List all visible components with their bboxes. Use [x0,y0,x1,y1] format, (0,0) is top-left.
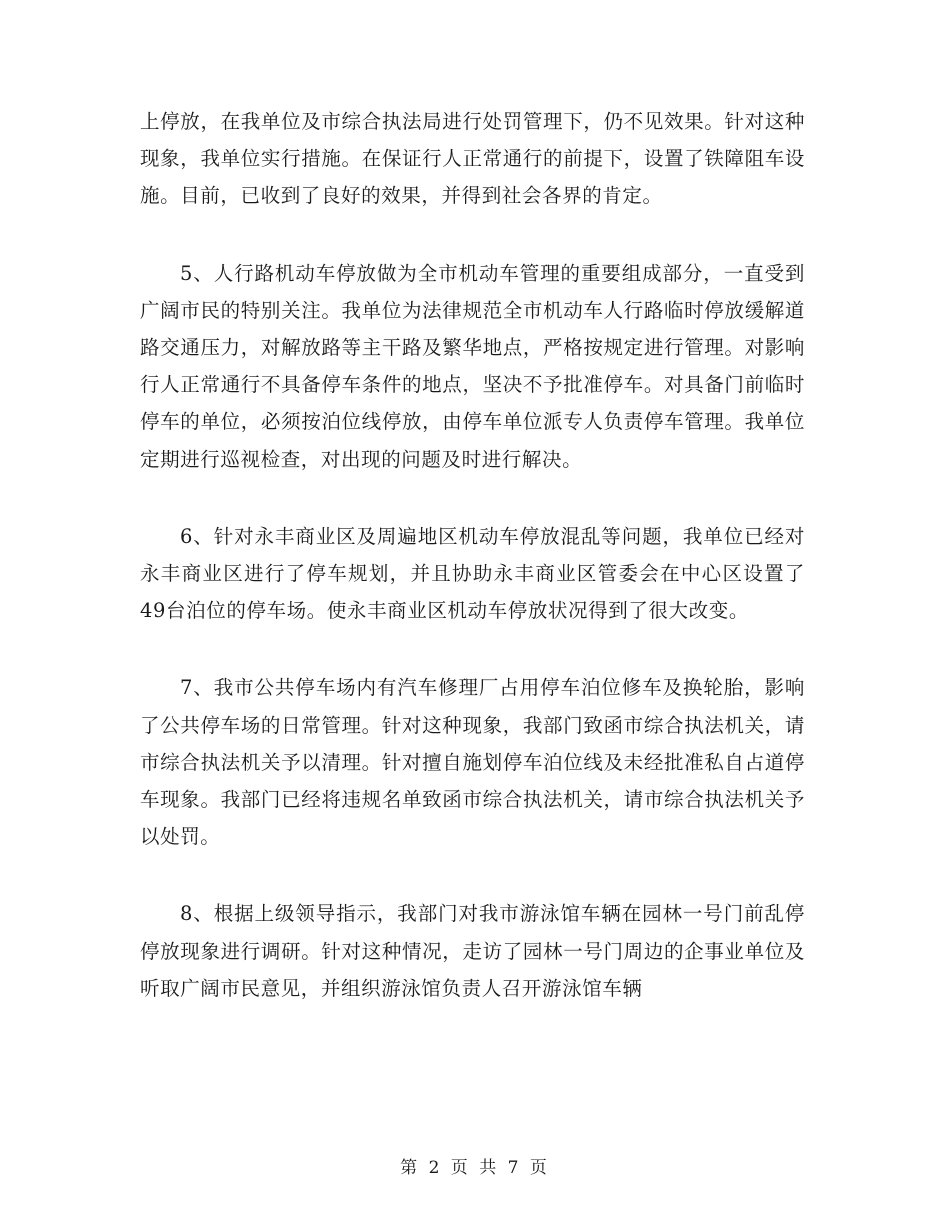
document-body [140,103,805,1007]
paragraph-item-6: 6、针对永丰商业区及周遍地区机动车停放混乱等问题，我单位已经对永丰商业区进行了停车规划，并且协助永丰商业区管委会在中心区设置了49台泊位的停车场。使永丰商业区机动车停放状况得到了很大改变。 [140,524,805,623]
paragraph-gap [140,478,805,518]
paragraph-gap [140,629,805,669]
paragraph-item-7: 7、我市公共停车场内有汽车修理厂占用停车泊位修车及换轮胎，影响了公共停车场的日常管理。针对这种现象，我部门致函市综合执法机关，请市综合执法机关予以清理。针对擅自施划停车泊位线及未经批准私自占道停车现象。我部门已经将违规名单致函市综合执法机关，请市综合执法机关予以处罚。 [140,676,805,849]
paragraph-continuation: 上停放，在我单位及市综合执法局进行处罚管理下，仍不见效果。针对这种现象，我单位实行措施。在保证行人正常通行的前提下，设置了铁障阻车设施。目前，已收到了良好的效果，并得到社会各界的肯定。 [140,110,805,208]
page-number-footer: 第 2 页 共 7 页 [400,1158,550,1178]
paragraph-item-8: 8、根据上级领导指示，我部门对我市游泳馆车辆在园林一号门前乱停停放现象进行调研。针对这种情况，走访了园林一号门周边的企事业单位及听取广阔市民意见，并组织游泳馆负责人召开游泳馆车辆 [140,902,805,1000]
paragraph-item-5: 5、人行路机动车停放做为全市机动车管理的重要组成部分，一直受到广阔市民的特别关注。我单位为法律规范全市机动车人行路临时停放缓解道路交通压力，对解放路等主干路及繁华地点，严格按规定进行管理。对影响行人正常通行不具备停车条件的地点，坚决不予批准停车。对具备门前临时停车的单位，必须按泊位线停放，由停车单位派专人负责停车管理。我单位定期进行巡视检查，对出现的问题及时进行解决。 [140,261,805,471]
paragraph-gap [140,215,805,255]
paragraph-gap [140,855,805,895]
